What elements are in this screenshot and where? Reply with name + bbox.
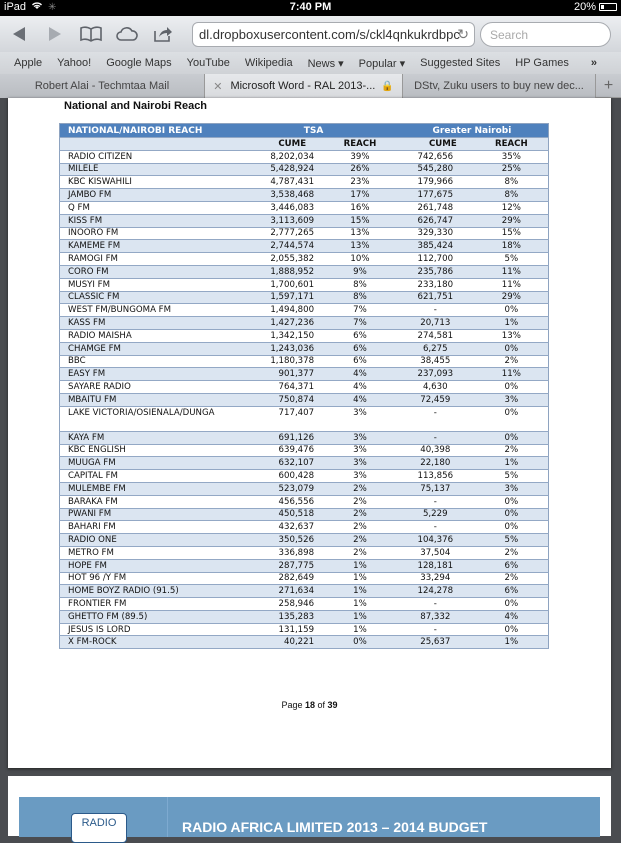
nbi-reach: 1% [475, 317, 549, 330]
tsa-reach: 3% [324, 431, 396, 444]
tsa-reach: 1% [324, 585, 396, 598]
tsa-reach: 17% [324, 189, 396, 202]
nbi-cume: 22,180 [396, 457, 475, 470]
bookmark-popular[interactable]: Popular ▾ [358, 57, 406, 70]
nbi-cume: 124,278 [396, 585, 475, 598]
nbi-reach: 2% [475, 444, 549, 457]
tsa-reach: 1% [324, 598, 396, 611]
nbi-cume: 274,581 [396, 329, 475, 342]
table-row [60, 431, 549, 444]
tsa-reach-header: REACH [324, 138, 396, 151]
tsa-cume: 5,428,924 [231, 163, 324, 176]
station-name: PWANI FM [60, 508, 232, 521]
nbi-reach: 8% [475, 189, 549, 202]
station-name: MUSYI FM [60, 278, 232, 291]
nbi-cume: - [396, 431, 475, 444]
table-row [60, 304, 549, 317]
table-row [60, 572, 549, 585]
status-bar [0, 0, 621, 16]
tsa-reach: 3% [324, 470, 396, 483]
tsa-cume: 2,744,574 [231, 240, 324, 253]
tsa-reach: 3% [324, 457, 396, 470]
nbi-reach-header: REACH [475, 138, 549, 151]
station-name: MBAITU FM [60, 393, 232, 406]
tsa-reach: 4% [324, 393, 396, 406]
banner-divider [167, 797, 168, 837]
tab-dstv-zuku[interactable] [403, 74, 596, 98]
tsa-reach: 2% [324, 495, 396, 508]
tsa-reach: 1% [324, 559, 396, 572]
reach-table [59, 123, 549, 649]
tsa-reach: 10% [324, 253, 396, 266]
nbi-reach: 0% [475, 381, 549, 394]
nbi-cume: 235,786 [396, 265, 475, 278]
activity-spinner-icon: ✳ [48, 1, 57, 13]
bookmark-apple[interactable]: Apple [14, 57, 43, 69]
banner-title: RADIO AFRICA LIMITED 2013 – 2014 BUDGET [182, 819, 488, 835]
tsa-reach: 8% [324, 291, 396, 304]
bookmarks-bar [0, 52, 621, 74]
station-name: FRONTIER FM [60, 598, 232, 611]
tsa-reach: 9% [324, 265, 396, 278]
table-row [60, 342, 549, 355]
reach-table-body [60, 150, 549, 648]
tsa-reach: 1% [324, 610, 396, 623]
tsa-cume: 750,874 [231, 393, 324, 406]
tsa-cume: 1,342,150 [231, 329, 324, 342]
tsa-reach: 4% [324, 381, 396, 394]
nbi-cume: 25,637 [396, 636, 475, 649]
tsa-reach: 2% [324, 521, 396, 534]
nbi-cume: 113,856 [396, 470, 475, 483]
tsa-cume: 456,556 [231, 495, 324, 508]
tab-label: DStv, Zuku users to buy new dec... [414, 80, 584, 92]
tsa-reach: 7% [324, 304, 396, 317]
tsa-cume-header: CUME [231, 138, 324, 151]
tsa-reach: 3% [324, 444, 396, 457]
tsa-cume: 2,777,265 [231, 227, 324, 240]
station-name: BARAKA FM [60, 495, 232, 508]
nbi-reach: 5% [475, 253, 549, 266]
station-name: INOORO FM [60, 227, 232, 240]
nbi-reach: 1% [475, 636, 549, 649]
lock-icon: 🔒 [381, 80, 394, 92]
tsa-reach: 13% [324, 227, 396, 240]
station-name: RADIO CITIZEN [60, 150, 232, 163]
nbi-reach: 3% [475, 393, 549, 406]
table-row [60, 585, 549, 598]
station-name: CLASSIC FM [60, 291, 232, 304]
station-name: HOPE FM [60, 559, 232, 572]
nbi-cume: 33,294 [396, 572, 475, 585]
table-row [60, 406, 549, 431]
bookmark-google-maps[interactable]: Google Maps [106, 57, 172, 69]
nbi-cume: 37,504 [396, 546, 475, 559]
table-row [60, 278, 549, 291]
nbi-reach: 0% [475, 431, 549, 444]
nbi-cume: 626,747 [396, 214, 475, 227]
nbi-cume: 233,180 [396, 278, 475, 291]
tsa-cume: 432,637 [231, 521, 324, 534]
nbi-reach: 29% [475, 214, 549, 227]
tsa-reach: 8% [324, 278, 396, 291]
page-prefix: Page [281, 700, 305, 710]
bookmark-youtube[interactable]: YouTube [186, 57, 230, 69]
table-row [60, 470, 549, 483]
nbi-reach: 11% [475, 265, 549, 278]
station-name: JAMBO FM [60, 189, 232, 202]
forward-button[interactable] [42, 21, 68, 47]
current-page: 18 [304, 700, 315, 710]
table-row [60, 317, 549, 330]
nbi-reach: 0% [475, 495, 549, 508]
nbi-reach: 15% [475, 227, 549, 240]
tsa-cume: 717,407 [231, 406, 324, 431]
tab-microsoft-word[interactable] [205, 74, 403, 98]
tsa-cume: 1,700,601 [231, 278, 324, 291]
nbi-cume: - [396, 495, 475, 508]
tsa-cume: 336,898 [231, 546, 324, 559]
nbi-reach: 5% [475, 534, 549, 547]
nbi-reach: 8% [475, 176, 549, 189]
nbi-cume: - [396, 406, 475, 431]
nbi-reach: 0% [475, 342, 549, 355]
nbi-reach: 35% [475, 150, 549, 163]
table-row [60, 265, 549, 278]
share-icon[interactable] [150, 21, 176, 47]
blank-header [60, 138, 232, 151]
tsa-reach: 2% [324, 546, 396, 559]
table-row [60, 150, 549, 163]
table-row [60, 457, 549, 470]
table-row [60, 227, 549, 240]
table-row [60, 189, 549, 202]
next-document-page [8, 776, 611, 836]
bookmark-suggested-sites[interactable]: Suggested Sites [420, 57, 501, 69]
nbi-reach: 0% [475, 406, 549, 431]
station-name: CORO FM [60, 265, 232, 278]
nbi-cume: 742,656 [396, 150, 475, 163]
section-heading: National and Nairobi Reach [64, 100, 208, 112]
bookmarks-icon[interactable] [78, 21, 104, 47]
nbi-reach: 0% [475, 508, 549, 521]
tsa-reach: 16% [324, 201, 396, 214]
page-of: of [315, 700, 328, 710]
close-tab-icon[interactable]: ✕ [213, 80, 223, 93]
tsa-cume: 450,518 [231, 508, 324, 521]
station-name: SAYARE RADIO [60, 381, 232, 394]
nbi-reach: 2% [475, 572, 549, 585]
tsa-reach: 6% [324, 342, 396, 355]
table-row [60, 482, 549, 495]
nbi-cume: 177,675 [396, 189, 475, 202]
tsa-cume: 691,126 [231, 431, 324, 444]
tsa-cume: 1,888,952 [231, 265, 324, 278]
station-name: HOT 96 /Y FM [60, 572, 232, 585]
nbi-cume: 87,332 [396, 610, 475, 623]
tsa-cume: 1,243,036 [231, 342, 324, 355]
table-row [60, 546, 549, 559]
nbi-cume: 237,093 [396, 368, 475, 381]
nbi-reach: 18% [475, 240, 549, 253]
station-name: CHAMGE FM [60, 342, 232, 355]
nbi-reach: 1% [475, 457, 549, 470]
table-row [60, 176, 549, 189]
nbi-reach: 11% [475, 368, 549, 381]
tsa-cume: 1,427,236 [231, 317, 324, 330]
tsa-cume: 40,221 [231, 636, 324, 649]
nbi-reach: 2% [475, 546, 549, 559]
nbi-cume: 179,966 [396, 176, 475, 189]
nbi-cume: - [396, 304, 475, 317]
tsa-reach: 26% [324, 163, 396, 176]
tsa-reach: 39% [324, 150, 396, 163]
tsa-reach: 6% [324, 329, 396, 342]
tab-bar [0, 74, 621, 98]
address-bar[interactable] [192, 22, 475, 47]
tsa-cume: 258,946 [231, 598, 324, 611]
tsa-reach: 13% [324, 240, 396, 253]
tsa-cume: 131,159 [231, 623, 324, 636]
nbi-cume: 40,398 [396, 444, 475, 457]
nbi-cume: - [396, 623, 475, 636]
page-banner [19, 797, 600, 837]
tsa-reach: 6% [324, 355, 396, 368]
table-row [60, 495, 549, 508]
nbi-cume: 6,275 [396, 342, 475, 355]
station-name: HOME BOYZ RADIO (91.5) [60, 585, 232, 598]
nbi-cume: 621,751 [396, 291, 475, 304]
tsa-cume: 901,377 [231, 368, 324, 381]
battery-percent: 20% [573, 1, 596, 13]
nbi-cume: 112,700 [396, 253, 475, 266]
nbi-reach: 29% [475, 291, 549, 304]
tsa-cume: 1,597,171 [231, 291, 324, 304]
station-name: KBC KISWAHILI [60, 176, 232, 189]
nbi-reach: 11% [475, 278, 549, 291]
nbi-reach: 0% [475, 521, 549, 534]
station-name: MULEMBE FM [60, 482, 232, 495]
table-row [60, 381, 549, 394]
nbi-reach: 25% [475, 163, 549, 176]
tab-label: Microsoft Word - RAL 2013-... [230, 80, 376, 92]
table-row [60, 444, 549, 457]
station-name: KAYA FM [60, 431, 232, 444]
battery-icon [599, 3, 617, 11]
tsa-cume: 523,079 [231, 482, 324, 495]
station-name: EASY FM [60, 368, 232, 381]
document-page [8, 98, 611, 768]
tsa-reach: 2% [324, 534, 396, 547]
bookmark-yahoo[interactable]: Yahoo! [57, 57, 92, 69]
page-number [8, 700, 611, 710]
nbi-cume: 4,630 [396, 381, 475, 394]
tsa-reach: 2% [324, 482, 396, 495]
nbi-cume: 72,459 [396, 393, 475, 406]
tsa-cume: 8,202,034 [231, 150, 324, 163]
table-row [60, 291, 549, 304]
station-name: CAPITAL FM [60, 470, 232, 483]
tsa-cume: 135,283 [231, 610, 324, 623]
table-row [60, 521, 549, 534]
table-row [60, 355, 549, 368]
station-name: WEST FM/BUNGOMA FM [60, 304, 232, 317]
tsa-header: TSA [231, 124, 396, 138]
tsa-reach: 0% [324, 636, 396, 649]
nbi-cume: 38,455 [396, 355, 475, 368]
nbi-cume: 5,229 [396, 508, 475, 521]
nbi-cume: 545,280 [396, 163, 475, 176]
new-tab-button[interactable]: + [596, 74, 621, 97]
bookmarks-more-icon[interactable]: » [590, 57, 597, 69]
nbi-reach: 0% [475, 598, 549, 611]
tsa-cume: 287,775 [231, 559, 324, 572]
tsa-cume: 1,494,800 [231, 304, 324, 317]
table-row [60, 163, 549, 176]
nbi-cume: 128,181 [396, 559, 475, 572]
tsa-cume: 3,113,609 [231, 214, 324, 227]
tsa-cume: 1,180,378 [231, 355, 324, 368]
nbi-cume: 104,376 [396, 534, 475, 547]
station-name: Q FM [60, 201, 232, 214]
station-name: KAMEME FM [60, 240, 232, 253]
nbi-cume: - [396, 521, 475, 534]
table-row [60, 368, 549, 381]
tsa-cume: 282,649 [231, 572, 324, 585]
station-name: X FM-ROCK [60, 636, 232, 649]
station-name: RADIO MAISHA [60, 329, 232, 342]
tsa-reach: 1% [324, 623, 396, 636]
nbi-cume: 385,424 [396, 240, 475, 253]
tsa-cume: 639,476 [231, 444, 324, 457]
station-name: JESUS IS LORD [60, 623, 232, 636]
tsa-reach: 23% [324, 176, 396, 189]
tsa-reach: 3% [324, 406, 396, 431]
device-label: iPad [4, 1, 27, 13]
station-name: MUUGA FM [60, 457, 232, 470]
tsa-cume: 2,055,382 [231, 253, 324, 266]
table-row [60, 329, 549, 342]
nbi-reach: 0% [475, 304, 549, 317]
nbi-cume-header: CUME [396, 138, 475, 151]
search-input[interactable]: Search [480, 22, 611, 47]
station-name: BAHARI FM [60, 521, 232, 534]
browser-toolbar [0, 16, 621, 52]
tsa-cume: 271,634 [231, 585, 324, 598]
station-name: KISS FM [60, 214, 232, 227]
tab-label: Robert Alai - Techmtaa Mail [34, 80, 170, 92]
table-row [60, 508, 549, 521]
nbi-cume: 20,713 [396, 317, 475, 330]
table-row [60, 253, 549, 266]
bookmark-wikipedia[interactable]: Wikipedia [244, 57, 293, 69]
tsa-cume: 3,538,468 [231, 189, 324, 202]
table-row [60, 214, 549, 227]
table-row [60, 559, 549, 572]
nbi-reach: 5% [475, 470, 549, 483]
back-button[interactable] [6, 21, 32, 47]
bookmark-news[interactable]: News ▾ [307, 57, 344, 70]
nbi-reach: 0% [475, 623, 549, 636]
station-name: METRO FM [60, 546, 232, 559]
nbi-reach: 6% [475, 559, 549, 572]
tsa-cume: 764,371 [231, 381, 324, 394]
table-row [60, 623, 549, 636]
tsa-cume: 4,787,431 [231, 176, 324, 189]
table-title: NATIONAL/NAIROBI REACH [60, 124, 232, 138]
tsa-cume: 600,428 [231, 470, 324, 483]
nbi-reach: 4% [475, 610, 549, 623]
station-name: MILELE [60, 163, 232, 176]
nbi-reach: 3% [475, 482, 549, 495]
tsa-reach: 2% [324, 508, 396, 521]
radio-africa-logo: RADIO [71, 813, 127, 843]
nbi-reach: 12% [475, 201, 549, 214]
table-row [60, 610, 549, 623]
station-name: KBC ENGLISH [60, 444, 232, 457]
nbi-reach: 2% [475, 355, 549, 368]
station-name: RAMOGI FM [60, 253, 232, 266]
station-name: LAKE VICTORIA/OSIENALA/DUNGA [60, 406, 232, 431]
table-row [60, 636, 549, 649]
bookmark-hp-games[interactable]: HP Games [515, 57, 569, 69]
nbi-reach: 6% [475, 585, 549, 598]
url-text: dl.dropboxusercontent.com/s/ckl4qnkukrdbpc [199, 27, 460, 42]
nbi-cume: - [396, 598, 475, 611]
table-row [60, 201, 549, 214]
nbi-cume: 261,748 [396, 201, 475, 214]
tsa-reach: 7% [324, 317, 396, 330]
table-row [60, 598, 549, 611]
station-name: GHETTO FM (89.5) [60, 610, 232, 623]
table-row [60, 240, 549, 253]
tsa-reach: 15% [324, 214, 396, 227]
tsa-reach: 1% [324, 572, 396, 585]
table-row [60, 393, 549, 406]
nbi-cume: 329,330 [396, 227, 475, 240]
tab-techmtaa-mail[interactable] [0, 74, 205, 98]
table-row [60, 534, 549, 547]
greater-nairobi-header: Greater Nairobi [396, 124, 549, 138]
nbi-reach: 13% [475, 329, 549, 342]
tsa-cume: 3,446,083 [231, 201, 324, 214]
clock: 7:40 PM [289, 1, 332, 13]
tsa-cume: 350,526 [231, 534, 324, 547]
reload-icon[interactable]: ↻ [457, 26, 469, 42]
tsa-reach: 4% [324, 368, 396, 381]
tsa-cume: 632,107 [231, 457, 324, 470]
station-name: RADIO ONE [60, 534, 232, 547]
icloud-tabs-icon[interactable] [114, 21, 140, 47]
station-name: KASS FM [60, 317, 232, 330]
station-name: BBC [60, 355, 232, 368]
total-pages: 39 [327, 700, 338, 710]
nbi-cume: 75,137 [396, 482, 475, 495]
